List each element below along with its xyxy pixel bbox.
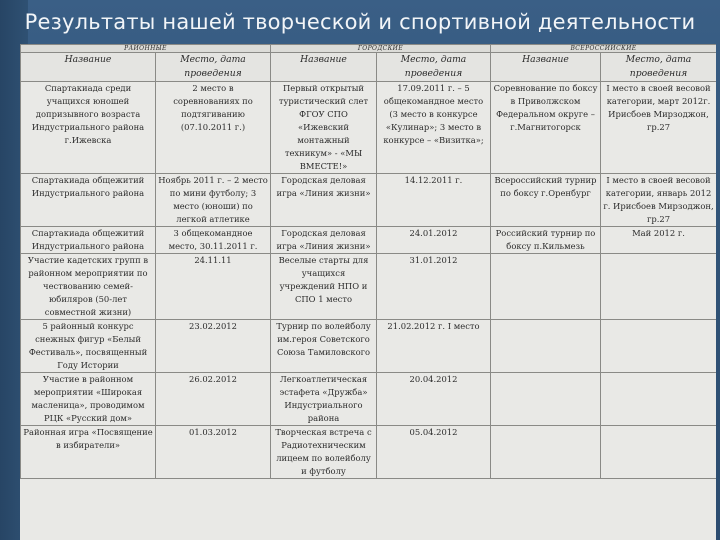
table-cell: I место в своей весовой категории, март 2012г. Ирисбоев Мирзоджон, гр.27 <box>601 82 717 174</box>
table-row <box>21 82 717 174</box>
table-cell: 05.04.2012 <box>377 426 491 479</box>
table-cell: 26.02.2012 <box>156 373 271 426</box>
table-cell <box>601 426 717 479</box>
table-row <box>21 320 717 373</box>
table-cell: Турнир по волейболу им.героя Советского Союза Тамиловского <box>271 320 377 373</box>
table-cell: Ноябрь 2011 г. – 2 место по мини футболу; 3 место (юноши) по легкой атлетике <box>156 174 271 227</box>
table-row <box>21 373 717 426</box>
table-cell: 24.01.2012 <box>377 227 491 254</box>
table-cell: Май 2012 г. <box>601 227 717 254</box>
table-cell <box>601 320 717 373</box>
table-cell: 20.04.2012 <box>377 373 491 426</box>
table-cell: 5 районный конкурс снежных фигур «Белый Фестиваль», посвященный Году Истории <box>21 320 156 373</box>
table-cell: 14.12.2011 г. <box>377 174 491 227</box>
table-row <box>21 426 717 479</box>
table-cell: 17.09.2011 г. – 5 общекомандное место (3 место в конкурсе «Кулинар»; 3 место в конкурсе – «Визитка»; <box>377 82 491 174</box>
table-cell: I место в своей весовой категории, январь 2012 г. Ирисбоев Мирзоджон, гр.27 <box>601 174 717 227</box>
table-cell: 01.03.2012 <box>156 426 271 479</box>
table-cell: Спартакиада общежитий Индустриального района <box>21 174 156 227</box>
table-cell: 24.11.11 <box>156 254 271 320</box>
table-cell: Участие в районном мероприятии «Широкая масленица», проводимом РЦК «Русский дом» <box>21 373 156 426</box>
table-cell <box>601 254 717 320</box>
col-header-place-date: Место, дата проведения <box>601 53 717 82</box>
results-table-container <box>20 44 716 540</box>
col-header-name: Название <box>271 53 377 82</box>
col-header-place-date: Место, дата проведения <box>377 53 491 82</box>
table-cell: Российский турнир по боксу п.Кильмезь <box>491 227 601 254</box>
group-city: ГОРОДСКИЕ <box>271 45 491 53</box>
results-table <box>20 44 716 479</box>
table-cell: Первый открытый туристический слет ФГОУ СПО «Ижевский монтажный техникум» - «МЫ ВМЕСТЕ!» <box>271 82 377 174</box>
col-header-place-date: Место, дата проведения <box>156 53 271 82</box>
table-cell: Соревнование по боксу в Приволжском Федеральном округе – г.Магнитогорск <box>491 82 601 174</box>
table-cell: Веселые старты для учащихся учреждений НПО и СПО 1 место <box>271 254 377 320</box>
col-header-name: Название <box>21 53 156 82</box>
table-cell: Районная игра «Посвящение в избиратели» <box>21 426 156 479</box>
table-cell: 2 место в соревнованиях по подтягиванию (07.10.2011 г.) <box>156 82 271 174</box>
table-cell: Спартакиада общежитий Индустриального района <box>21 227 156 254</box>
table-cell: Всероссийский турнир по боксу г.Оренбург <box>491 174 601 227</box>
table-cell: 3 общекомандное место, 30.11.2011 г. <box>156 227 271 254</box>
table-cell <box>491 320 601 373</box>
table-row <box>21 254 717 320</box>
table-row <box>21 174 717 227</box>
group-district: РАЙОННЫЕ <box>21 45 271 53</box>
table-cell: Городская деловая игра «Линия жизни» <box>271 174 377 227</box>
slide-title: Результаты нашей творческой и спортивной деятельности <box>24 10 696 34</box>
group-header-row <box>21 45 717 53</box>
group-national: ВСЕРОССИЙСКИЕ <box>491 45 717 53</box>
table-cell: Спартакиада среди учащихся юношей допризывного возраста Индустриального района г.Ижевска <box>21 82 156 174</box>
column-header-row <box>21 53 717 82</box>
table-cell: 21.02.2012 г. I место <box>377 320 491 373</box>
col-header-name: Название <box>491 53 601 82</box>
table-cell: Легкоатлетическая эстафета «Дружба» Индустриального района <box>271 373 377 426</box>
table-cell: Участие кадетских групп в районном мероприятии по чествованию семей-юбиляров (50-лет совместной жизни) <box>21 254 156 320</box>
table-cell: 23.02.2012 <box>156 320 271 373</box>
table-cell: 31.01.2012 <box>377 254 491 320</box>
table-cell: Городская деловая игра «Линия жизни» <box>271 227 377 254</box>
table-cell <box>601 373 717 426</box>
table-cell <box>491 426 601 479</box>
table-row <box>21 227 717 254</box>
table-cell: Творческая встреча с Радиотехническим лицеем по волейболу и футболу <box>271 426 377 479</box>
table-cell <box>491 373 601 426</box>
table-cell <box>491 254 601 320</box>
